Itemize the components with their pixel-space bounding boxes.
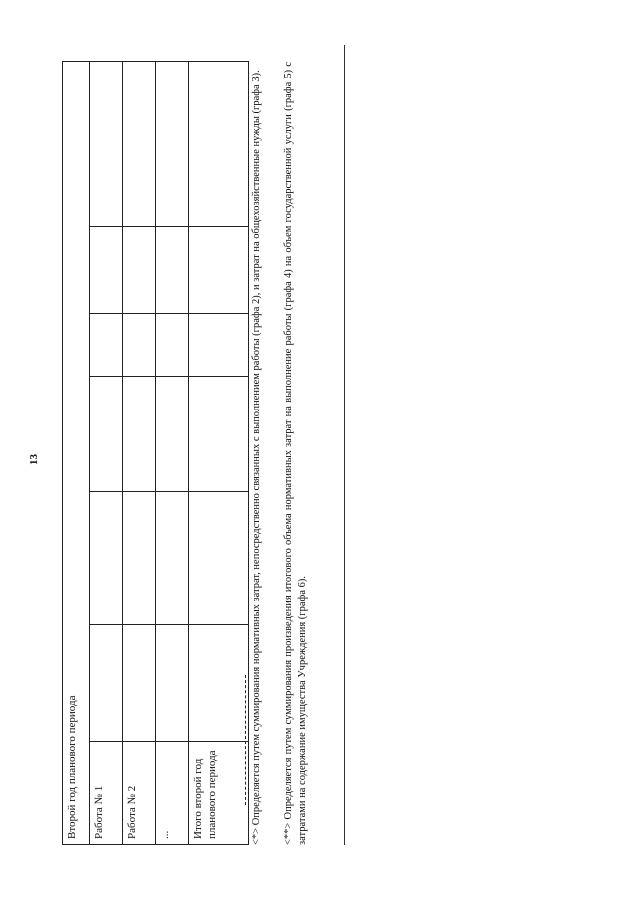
table-cell <box>123 61 156 226</box>
table-row <box>123 61 156 844</box>
table-cell <box>156 492 189 625</box>
table-cell <box>123 227 156 314</box>
page-number: 13 <box>28 454 40 465</box>
table-cell <box>90 625 123 742</box>
section-header-cell: Второй год планового периода <box>63 61 90 844</box>
table-cell <box>189 492 249 625</box>
bottom-divider <box>344 45 345 845</box>
footnote-2: <**> Определяется путем суммирования произведения итогового объема нормативных затрат на выполнение работы (графа 4) на объем государственной услуги (графа 5) с затратами на содержание имущества Учреждения (графа 6). <box>283 62 308 845</box>
table-cell <box>90 227 123 314</box>
table-cell <box>156 314 189 377</box>
table-cell <box>90 492 123 625</box>
row-label-cell: ... <box>156 742 189 845</box>
footnote-separator <box>245 675 246 805</box>
table-cell <box>90 314 123 377</box>
table-row <box>156 61 189 844</box>
cost-table <box>62 61 249 845</box>
table-cell <box>189 61 249 226</box>
row-label-cell: Работа № 1 <box>90 742 123 845</box>
table-cell <box>123 625 156 742</box>
table-cell <box>189 227 249 314</box>
table-cell <box>156 377 189 492</box>
table-cell <box>123 314 156 377</box>
table-row <box>189 61 249 844</box>
table-row <box>63 61 90 844</box>
table-cell <box>90 61 123 226</box>
table-cell <box>156 61 189 226</box>
table-cell <box>90 377 123 492</box>
table-cell <box>189 377 249 492</box>
table-cell <box>156 227 189 314</box>
table-cell <box>156 625 189 742</box>
row-label-cell: Работа № 2 <box>123 742 156 845</box>
table-cell <box>123 377 156 492</box>
row-label-cell: Итого второй год планового периода <box>189 742 249 845</box>
table-cell <box>123 492 156 625</box>
table-cell <box>189 314 249 377</box>
table-cell <box>189 625 249 742</box>
footnote-1: <*> Определяется путем суммирования нормативных затрат, непосредственно связанных с выполнением работы (графа 2), и затрат на общехозяйственные нужды (графа 3). <box>251 70 262 845</box>
table-row <box>90 61 123 844</box>
